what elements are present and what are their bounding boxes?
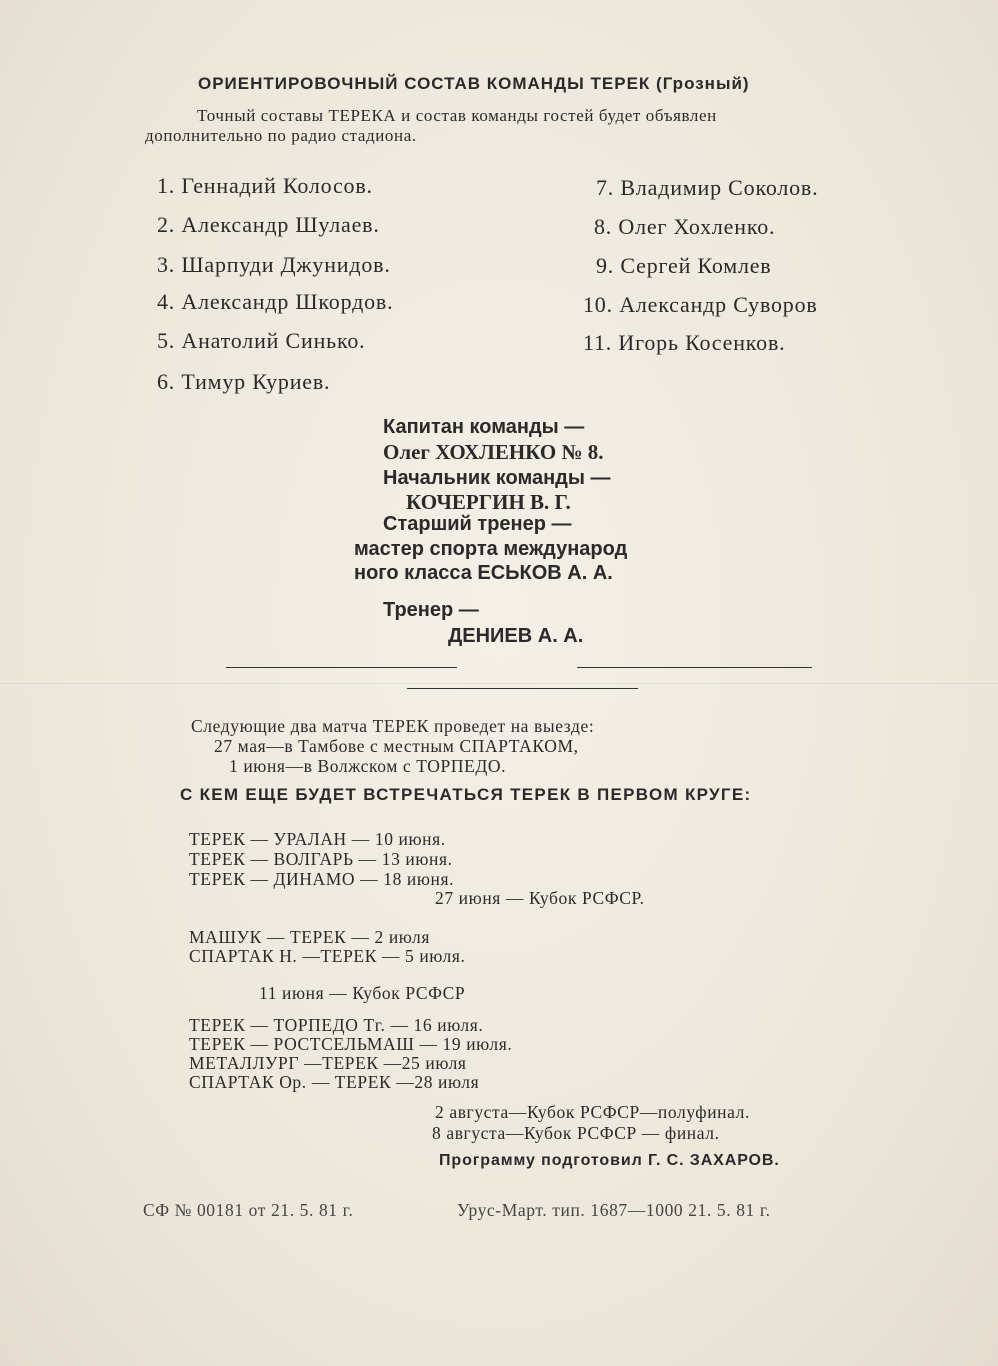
fixture-row: ТЕРЕК — ВОЛГАРЬ — 13 июня. xyxy=(189,849,453,869)
cup-fixture: 11 июня — Кубок РСФСР xyxy=(259,983,466,1003)
player-2: 2. Александр Шулаев. xyxy=(157,212,380,237)
next-match-2: 1 июня—в Волжском с ТОРПЕДО. xyxy=(229,756,507,776)
cup-semifinal: 2 августа—Кубок РСФСР—полуфинал. xyxy=(435,1102,750,1122)
senior-coach-role: Старший тренер — xyxy=(383,513,572,535)
player-10: 10. Александр Суворов xyxy=(583,292,818,317)
footer-order-number: СФ № 00181 от 21. 5. 81 г. xyxy=(143,1200,354,1220)
cup-fixture: 27 июня — Кубок РСФСР. xyxy=(435,888,645,908)
page-fold xyxy=(0,683,998,684)
next-matches-intro: Следующие два матча ТЕРЕК проведет на выезде: xyxy=(191,716,595,736)
cup-final: 8 августа—Кубок РСФСР — финал. xyxy=(432,1123,720,1143)
player-11: 11. Игорь Косенков. xyxy=(583,330,786,355)
player-1: 1. Геннадий Колосов. xyxy=(157,173,373,198)
divider-right xyxy=(577,667,812,668)
senior-coach-title: мастер спорта международ xyxy=(354,538,628,560)
trainer-name: ДЕНИЕВ А. А. xyxy=(448,625,584,647)
player-3: 3. Шарпуди Джунидов. xyxy=(157,252,391,277)
player-8: 8. Олег Хохленко. xyxy=(594,214,776,239)
senior-coach-name: ного класса ЕСЬКОВ А. А. xyxy=(354,562,613,584)
fixture-row: ТЕРЕК — ТОРПЕДО Тг. — 16 июля. xyxy=(189,1015,484,1035)
intro-line-1: Точный составы ТЕРЕКА и состав команды гостей будет объявлен xyxy=(197,106,717,125)
captain-name: Олег ХОХЛЕНКО № 8. xyxy=(383,440,604,464)
divider-left xyxy=(226,667,457,668)
player-7: 7. Владимир Соколов. xyxy=(596,175,819,200)
chief-name: КОЧЕРГИН В. Г. xyxy=(406,490,571,514)
footer-print-info: Урус-Март. тип. 1687—1000 21. 5. 81 г. xyxy=(457,1200,771,1220)
page-title: ОРИЕНТИРОВОЧНЫЙ СОСТАВ КОМАНДЫ ТЕРЕК (Грозный) xyxy=(198,74,750,93)
chief-role: Начальник команды — xyxy=(383,467,611,489)
captain-role: Капитан команды — xyxy=(383,416,585,438)
trainer-role: Тренер — xyxy=(383,599,479,621)
next-match-1: 27 мая—в Тамбове с местным СПАРТАКОМ, xyxy=(214,736,579,756)
divider-center xyxy=(407,688,638,689)
credits: Программу подготовил Г. С. ЗАХАРОВ. xyxy=(439,1152,780,1169)
fixture-row: СПАРТАК Ор. — ТЕРЕК —28 июля xyxy=(189,1072,480,1092)
fixture-row: ТЕРЕК — РОСТСЕЛЬМАШ — 19 июля. xyxy=(189,1034,513,1054)
player-9: 9. Сергей Комлев xyxy=(596,253,772,278)
fixture-row: ТЕРЕК — ДИНАМО — 18 июня. xyxy=(189,869,455,889)
player-6: 6. Тимур Куриев. xyxy=(157,369,331,394)
fixture-row: СПАРТАК Н. —ТЕРЕК — 5 июля. xyxy=(189,946,466,966)
intro-line-2: дополнительно по радио стадиона. xyxy=(145,126,417,145)
fixture-row: МАШУК — ТЕРЕК — 2 июля xyxy=(189,927,430,947)
player-4: 4. Александр Шкордов. xyxy=(157,289,394,314)
first-round-heading: С КЕМ ЕЩЕ БУДЕТ ВСТРЕЧАТЬСЯ ТЕРЕК В ПЕРВОМ КРУГЕ: xyxy=(180,785,752,804)
player-5: 5. Анатолий Синько. xyxy=(157,328,366,353)
fixture-row: МЕТАЛЛУРГ —ТЕРЕК —25 июля xyxy=(189,1053,467,1073)
fixture-row: ТЕРЕК — УРАЛАН — 10 июня. xyxy=(189,829,446,849)
